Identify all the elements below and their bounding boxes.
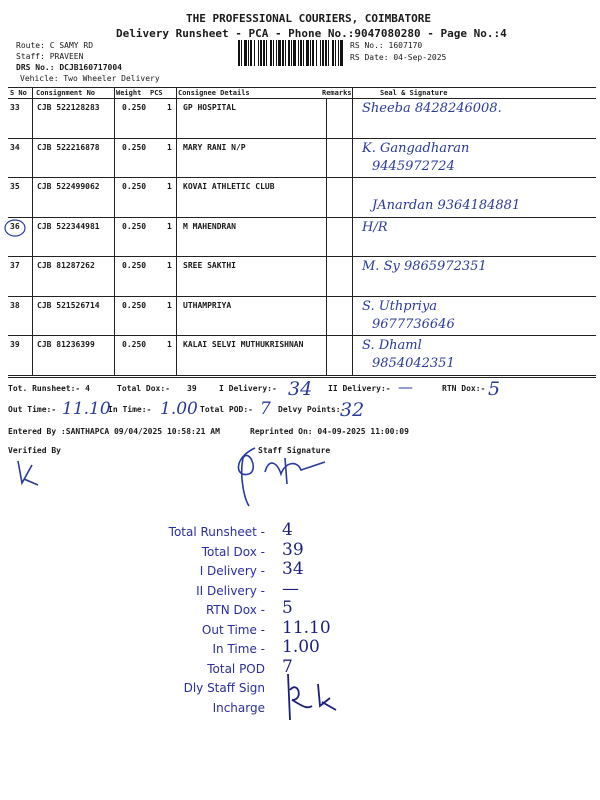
col-header-remarks: Remarks bbox=[322, 89, 352, 97]
stamp-label: Total Runsheet - bbox=[168, 525, 265, 539]
col-header-consignee: Consignee Details bbox=[178, 89, 250, 97]
total-dox-value: 39 bbox=[187, 384, 197, 393]
total-pod-label: Total POD:- bbox=[200, 405, 253, 414]
stamp-label: II Delivery - bbox=[196, 583, 265, 598]
row-pcs: 1 bbox=[167, 340, 172, 349]
col-header-seal-signature: Seal & Signature bbox=[380, 89, 448, 97]
total-pod-handwritten: 7 bbox=[260, 399, 271, 419]
rs-no: RS No.: 1607170 bbox=[350, 41, 423, 50]
stamp-label: Dly Staff Sign bbox=[183, 681, 265, 695]
runsheet-subtitle: Delivery Runsheet - PCA - Phone No.:9047080280 - Page No.:4 bbox=[116, 27, 507, 40]
row-36-circle-mark bbox=[3, 218, 27, 238]
row-divider bbox=[8, 375, 596, 376]
row-weight: 0.250 bbox=[122, 340, 147, 349]
row-signature: S. Uthpriya bbox=[362, 298, 438, 314]
ii-delivery-label: II Delivery:- bbox=[328, 384, 391, 393]
reprinted-on: Reprinted On: 04-09-2025 11:00:09 bbox=[250, 427, 409, 436]
col-divider bbox=[176, 88, 177, 376]
row-pcs: 1 bbox=[167, 182, 172, 191]
row-divider bbox=[8, 296, 596, 297]
stamp-value-handwritten: — bbox=[282, 578, 299, 599]
col-header-sno: S No bbox=[10, 89, 27, 97]
row-pcs: 1 bbox=[167, 221, 172, 231]
vehicle-label: Vehicle: Two Wheeler Delivery bbox=[20, 74, 160, 83]
row-pcs: 1 bbox=[167, 261, 172, 270]
col-divider bbox=[32, 88, 33, 376]
row-sno: 39 bbox=[10, 340, 20, 349]
row-sno: 35 bbox=[10, 182, 20, 191]
row-consignee: GP HOSPITAL bbox=[183, 103, 236, 112]
i-delivery-label: I Delivery:- bbox=[219, 384, 277, 393]
row-weight: 0.250 bbox=[122, 182, 147, 191]
row-weight: 0.250 bbox=[122, 300, 147, 310]
entered-by: Entered By :SANTHAPCA 09/04/2025 10:58:21 AM bbox=[8, 427, 220, 436]
row-divider bbox=[8, 217, 596, 218]
stamp-value-handwritten: 4 bbox=[282, 520, 293, 540]
row-pcs: 1 bbox=[167, 300, 172, 310]
stamp-label: I Delivery - bbox=[199, 564, 265, 578]
col-header-pcs: PCS bbox=[150, 89, 163, 97]
row-consignment-no: CJB 522344981 bbox=[37, 221, 100, 231]
row-consignment-no: CJB 81287262 bbox=[37, 261, 95, 270]
table-header-rule bbox=[8, 98, 596, 99]
delvy-points-handwritten: 32 bbox=[340, 399, 365, 421]
row-divider bbox=[8, 335, 596, 336]
total-dox-label: Total Dox:- bbox=[117, 384, 170, 393]
stamp-value-handwritten: 1.00 bbox=[282, 637, 320, 657]
route-label: Route: C SAMY RD bbox=[16, 41, 94, 50]
row-signature: M. Sy 9865972351 bbox=[362, 259, 487, 274]
verified-signature-scribble bbox=[10, 455, 50, 495]
out-time-handwritten: 11.10 bbox=[62, 399, 111, 419]
row-weight: 0.250 bbox=[122, 221, 147, 231]
stamp-value-handwritten: 11.10 bbox=[282, 617, 331, 638]
stamp-label: In Time - bbox=[212, 642, 265, 656]
row-weight: 0.250 bbox=[122, 142, 147, 152]
stamp-label: Incharge bbox=[212, 700, 265, 715]
row-weight: 0.250 bbox=[122, 103, 147, 112]
row-phone-handwritten: 9677736646 bbox=[372, 316, 455, 332]
row-consignee: KOVAI ATHLETIC CLUB bbox=[183, 182, 275, 191]
row-signature: H/R bbox=[362, 219, 388, 235]
row-sno: 33 bbox=[10, 103, 20, 112]
row-consignment-no: CJB 522216878 bbox=[37, 142, 100, 152]
row-consignee: KALAI SELVI MUTHUKRISHNAN bbox=[183, 340, 304, 349]
stamp-signature-scribble bbox=[278, 670, 348, 730]
ii-delivery-handwritten: — bbox=[398, 378, 413, 396]
row-phone-handwritten: 9854042351 bbox=[372, 356, 455, 371]
row-pcs: 1 bbox=[167, 103, 172, 112]
stamp-value-handwritten: 7 bbox=[282, 656, 293, 677]
row-consignment-no: CJB 522128283 bbox=[37, 103, 100, 112]
col-header-consignment: Consignment No bbox=[36, 89, 96, 97]
drs-label: DRS No.: DCJB160717004 bbox=[16, 63, 122, 72]
rs-date: RS Date: 04-Sep-2025 bbox=[350, 53, 447, 62]
rtn-dox-label: RTN Dox:- bbox=[442, 384, 486, 393]
row-sno: 36 bbox=[10, 221, 20, 231]
staff-signature-label: Staff Signature bbox=[258, 446, 331, 455]
stamp-value-handwritten: 34 bbox=[282, 559, 304, 579]
row-phone-handwritten: 9445972724 bbox=[372, 158, 455, 174]
company-title: THE PROFESSIONAL COURIERS, COIMBATORE bbox=[186, 12, 432, 25]
i-delivery-handwritten: 34 bbox=[288, 378, 313, 400]
row-consignee: M MAHENDRAN bbox=[183, 221, 236, 231]
stamp-label: RTN Dox - bbox=[205, 603, 265, 617]
table-top-rule bbox=[8, 87, 596, 88]
row-weight: 0.250 bbox=[122, 261, 147, 270]
tot-runsheet: Tot. Runsheet:- 4 bbox=[8, 384, 90, 393]
delvy-points-label: Delvy Points:- bbox=[278, 405, 346, 414]
row-consignment-no: CJB 81236399 bbox=[37, 340, 95, 349]
out-time-label: Out Time:- bbox=[8, 405, 57, 414]
stamp-value-handwritten: 39 bbox=[282, 539, 304, 560]
stamp-label: Total Dox - bbox=[201, 544, 265, 559]
row-divider bbox=[8, 256, 596, 257]
row-signature: Sheeba 8428246008. bbox=[362, 101, 502, 116]
verified-by: Verified By bbox=[8, 446, 61, 455]
row-pcs: 1 bbox=[167, 142, 172, 152]
row-consignee: MARY RANI N/P bbox=[183, 142, 246, 152]
row-consignment-no: CJB 521526714 bbox=[37, 300, 100, 310]
row-consignee: UTHAMPRIYA bbox=[183, 300, 232, 310]
row-signature: S. Dhaml bbox=[362, 338, 422, 353]
row-sno: 37 bbox=[10, 261, 20, 270]
barcode bbox=[238, 40, 344, 66]
col-divider bbox=[352, 88, 353, 376]
row-divider bbox=[8, 138, 596, 139]
in-time-handwritten: 1.00 bbox=[160, 399, 198, 419]
stamp-value-handwritten: 5 bbox=[282, 598, 293, 618]
row-consignee: SREE SAKTHI bbox=[183, 261, 236, 270]
in-time-label: In Time:- bbox=[108, 405, 152, 414]
stamp-label: Out Time - bbox=[201, 622, 265, 637]
staff-label: Staff: PRAVEEN bbox=[16, 52, 84, 61]
rtn-dox-handwritten: 5 bbox=[488, 378, 501, 400]
row-signature: K. Gangadharan bbox=[362, 140, 470, 156]
col-divider bbox=[114, 88, 115, 376]
row-phone-handwritten: JAnardan 9364184881 bbox=[372, 198, 521, 213]
row-divider bbox=[8, 177, 596, 178]
col-header-weight: Weight bbox=[116, 89, 142, 97]
row-sno: 34 bbox=[10, 142, 20, 152]
row-consignment-no: CJB 522499062 bbox=[37, 182, 100, 191]
row-sno: 38 bbox=[10, 300, 20, 310]
stamp-label: Total POD bbox=[207, 661, 265, 676]
staff-signature-scribble bbox=[225, 438, 365, 510]
